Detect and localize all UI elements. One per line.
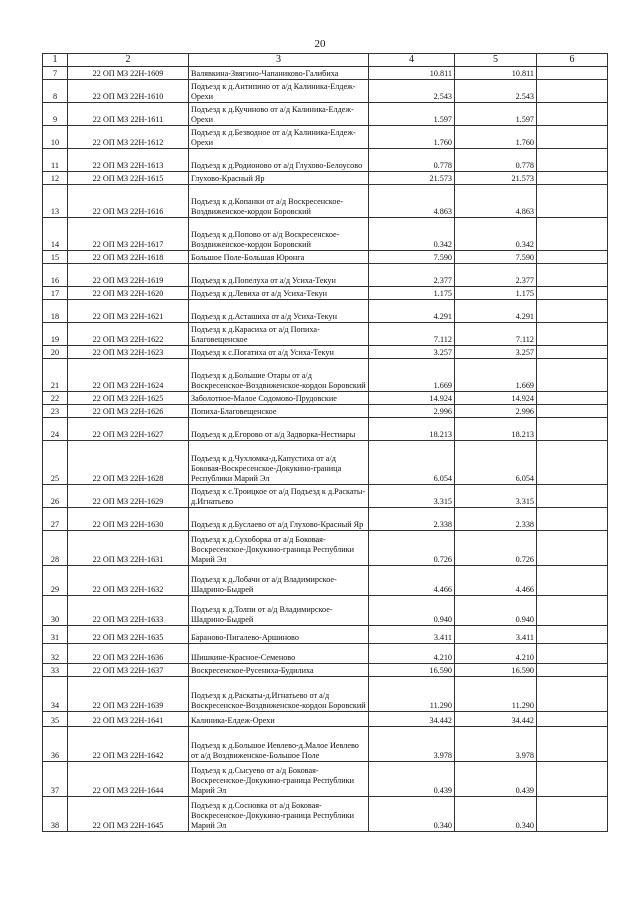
table-row — [43, 566, 608, 596]
notes-cell — [537, 218, 608, 251]
table-row — [43, 626, 608, 644]
table-row — [43, 359, 608, 392]
road-length-total: 3.978 — [455, 727, 537, 762]
road-name: Подъезд к д.Сухоборка от а/д Боковая-Воскресенское-Докукино-граница Республики Марий Эл — [189, 531, 369, 566]
road-name: Попиха-Благовещенское — [189, 405, 369, 418]
road-code: 22 ОП МЗ 22Н-1627 — [68, 418, 189, 441]
road-length: 4.210 — [369, 644, 455, 664]
road-name: Подъезд к д.Буслаево от а/д Глухово-Красный Яр — [189, 508, 369, 531]
road-code: 22 ОП МЗ 22Н-1613 — [68, 149, 189, 172]
table-row — [43, 126, 608, 149]
road-name: Подъезд к с.Троицкое от а/д Подъезд к д.Раскаты-д.Игнатьево — [189, 485, 369, 508]
road-code: 22 ОП МЗ 22Н-1639 — [68, 677, 189, 712]
notes-cell — [537, 762, 608, 797]
row-number: 22 — [43, 392, 68, 405]
road-length-total: 16.590 — [455, 664, 537, 677]
road-name: Подъезд к д.Раскаты-д.Игнатьево от а/д Воскресенское-Воздвиженское-кордон Боровский — [189, 677, 369, 712]
table-row — [43, 677, 608, 712]
road-length: 1.175 — [369, 287, 455, 300]
road-length: 7.112 — [369, 323, 455, 346]
road-name: Подъезд к д.Толпи от а/д Владимирское-Шадрино-Быдрей — [189, 596, 369, 626]
road-name: Подъезд к д.Попелуха от а/д Усиха-Текун — [189, 264, 369, 287]
road-name: Валявкина-Звягино-Чапаниково-Галибиха — [189, 67, 369, 80]
row-number: 18 — [43, 300, 68, 323]
road-length-total: 6.054 — [455, 441, 537, 485]
road-length: 2.543 — [369, 80, 455, 103]
road-code: 22 ОП МЗ 22Н-1611 — [68, 103, 189, 126]
road-code: 22 ОП МЗ 22Н-1610 — [68, 80, 189, 103]
road-length-total: 1.597 — [455, 103, 537, 126]
table-row — [43, 80, 608, 103]
road-length: 10.811 — [369, 67, 455, 80]
row-number: 23 — [43, 405, 68, 418]
notes-cell — [537, 103, 608, 126]
road-name: Подъезд к д.Копанки от а/д Воскресенское-Воздвиженское-кордон Боровский — [189, 185, 369, 218]
row-number: 37 — [43, 762, 68, 797]
table-row — [43, 392, 608, 405]
table-row — [43, 67, 608, 80]
road-code: 22 ОП МЗ 22Н-1624 — [68, 359, 189, 392]
road-length-total: 0.778 — [455, 149, 537, 172]
road-length-total: 10.811 — [455, 67, 537, 80]
notes-cell — [537, 531, 608, 566]
table-row — [43, 300, 608, 323]
notes-cell — [537, 418, 608, 441]
row-number: 25 — [43, 441, 68, 485]
road-name: Заболотное-Малое Содомово-Прудовские — [189, 392, 369, 405]
road-name: Подъезд к д.Лобачи от а/д Владимирское-Шадрино-Быдрей — [189, 566, 369, 596]
row-number: 11 — [43, 149, 68, 172]
road-length: 34.442 — [369, 712, 455, 727]
road-name: Подъезд к д.Егорово от а/д Задворка-Нестиары — [189, 418, 369, 441]
table-row — [43, 346, 608, 359]
table-row — [43, 727, 608, 762]
table-row — [43, 644, 608, 664]
roads-table — [42, 53, 608, 832]
notes-cell — [537, 626, 608, 644]
table-row — [43, 596, 608, 626]
road-length-total: 2.377 — [455, 264, 537, 287]
notes-cell — [537, 264, 608, 287]
road-length-total: 2.338 — [455, 508, 537, 531]
road-code: 22 ОП МЗ 22Н-1644 — [68, 762, 189, 797]
header-cell: 2 — [68, 54, 189, 67]
table-row — [43, 664, 608, 677]
table-row — [43, 762, 608, 797]
road-length: 1.597 — [369, 103, 455, 126]
road-name: Подъезд к д.Чухломка-д.Капустиха от а/д Боковая-Воскресенское-Докукино-граница Республики Марий Эл — [189, 441, 369, 485]
road-length-total: 4.466 — [455, 566, 537, 596]
notes-cell — [537, 566, 608, 596]
table-row — [43, 323, 608, 346]
row-number: 30 — [43, 596, 68, 626]
road-length-total: 3.315 — [455, 485, 537, 508]
road-code: 22 ОП МЗ 22Н-1632 — [68, 566, 189, 596]
road-code: 22 ОП МЗ 22Н-1615 — [68, 172, 189, 185]
table-row — [43, 287, 608, 300]
road-name: Подъезд к д.Асташиха от а/д Усиха-Текун — [189, 300, 369, 323]
road-code: 22 ОП МЗ 22Н-1636 — [68, 644, 189, 664]
row-number: 34 — [43, 677, 68, 712]
road-length: 1.760 — [369, 126, 455, 149]
row-number: 33 — [43, 664, 68, 677]
notes-cell — [537, 67, 608, 80]
road-code: 22 ОП МЗ 22Н-1633 — [68, 596, 189, 626]
notes-cell — [537, 346, 608, 359]
road-code: 22 ОП МЗ 22Н-1635 — [68, 626, 189, 644]
road-length: 4.863 — [369, 185, 455, 218]
notes-cell — [537, 287, 608, 300]
road-length-total: 0.940 — [455, 596, 537, 626]
road-name: Подъезд к д.Антипино от а/д Калиника-Елдеж-Орехи — [189, 80, 369, 103]
notes-cell — [537, 508, 608, 531]
road-length: 2.996 — [369, 405, 455, 418]
table-row — [43, 218, 608, 251]
row-number: 29 — [43, 566, 68, 596]
road-length: 4.466 — [369, 566, 455, 596]
header-row — [43, 54, 608, 67]
notes-cell — [537, 251, 608, 264]
road-name: Подъезд к д.Кучиново от а/д Калиника-Елдеж-Орехи — [189, 103, 369, 126]
road-length-total: 21.573 — [455, 172, 537, 185]
row-number: 26 — [43, 485, 68, 508]
notes-cell — [537, 126, 608, 149]
table-body — [43, 67, 608, 832]
road-name: Подъезд к д.Карасиха от а/д Попиха-Благовещенское — [189, 323, 369, 346]
page-number: 20 — [314, 38, 326, 50]
road-length: 21.573 — [369, 172, 455, 185]
road-length-total: 18.213 — [455, 418, 537, 441]
road-code: 22 ОП МЗ 22Н-1616 — [68, 185, 189, 218]
row-number: 38 — [43, 797, 68, 832]
road-length-total: 4.210 — [455, 644, 537, 664]
road-name: Подъезд к д.Большое Иевлево-д.Малое Иевлево от а/д Воздвиженское-Большое Поле — [189, 727, 369, 762]
road-length: 16.590 — [369, 664, 455, 677]
road-code: 22 ОП МЗ 22Н-1618 — [68, 251, 189, 264]
notes-cell — [537, 712, 608, 727]
road-name: Бараново-Пигалево-Аршиново — [189, 626, 369, 644]
road-code: 22 ОП МЗ 22Н-1622 — [68, 323, 189, 346]
road-length: 7.590 — [369, 251, 455, 264]
table-row — [43, 264, 608, 287]
road-code: 22 ОП МЗ 22Н-1609 — [68, 67, 189, 80]
notes-cell — [537, 441, 608, 485]
road-length: 4.291 — [369, 300, 455, 323]
header-cell: 1 — [43, 54, 68, 67]
road-length-total: 3.411 — [455, 626, 537, 644]
road-code: 22 ОП МЗ 22Н-1619 — [68, 264, 189, 287]
row-number: 32 — [43, 644, 68, 664]
road-length: 3.315 — [369, 485, 455, 508]
row-number: 7 — [43, 67, 68, 80]
notes-cell — [537, 80, 608, 103]
road-length: 0.439 — [369, 762, 455, 797]
notes-cell — [537, 185, 608, 218]
road-length-total: 1.175 — [455, 287, 537, 300]
table-row — [43, 485, 608, 508]
road-length: 0.778 — [369, 149, 455, 172]
road-length: 0.726 — [369, 531, 455, 566]
notes-cell — [537, 485, 608, 508]
road-name: Глухово-Красный Яр — [189, 172, 369, 185]
road-code: 22 ОП МЗ 22Н-1645 — [68, 797, 189, 832]
row-number: 31 — [43, 626, 68, 644]
table-row — [43, 251, 608, 264]
road-length: 0.340 — [369, 797, 455, 832]
road-name: Подъезд к д.Большие Отары от а/д Воскресенское-Воздвиженское-кордон Боровский — [189, 359, 369, 392]
table-row — [43, 185, 608, 218]
table-row — [43, 712, 608, 727]
row-number: 21 — [43, 359, 68, 392]
road-name: Подъезд к д.Родионово от а/д Глухово-Белоусово — [189, 149, 369, 172]
road-length: 3.257 — [369, 346, 455, 359]
row-number: 28 — [43, 531, 68, 566]
notes-cell — [537, 172, 608, 185]
road-length: 3.411 — [369, 626, 455, 644]
road-code: 22 ОП МЗ 22Н-1612 — [68, 126, 189, 149]
road-length-total: 0.726 — [455, 531, 537, 566]
table-row — [43, 441, 608, 485]
notes-cell — [537, 323, 608, 346]
road-length-total: 0.439 — [455, 762, 537, 797]
road-code: 22 ОП МЗ 22Н-1629 — [68, 485, 189, 508]
road-code: 22 ОП МЗ 22Н-1642 — [68, 727, 189, 762]
row-number: 12 — [43, 172, 68, 185]
notes-cell — [537, 664, 608, 677]
road-code: 22 ОП МЗ 22Н-1620 — [68, 287, 189, 300]
notes-cell — [537, 392, 608, 405]
notes-cell — [537, 727, 608, 762]
road-length: 2.338 — [369, 508, 455, 531]
header-cell: 6 — [537, 54, 608, 67]
notes-cell — [537, 644, 608, 664]
notes-cell — [537, 300, 608, 323]
road-code: 22 ОП МЗ 22Н-1628 — [68, 441, 189, 485]
table-row — [43, 797, 608, 832]
road-length-total: 0.340 — [455, 797, 537, 832]
road-length: 0.940 — [369, 596, 455, 626]
road-name: Калиника-Елдеж-Орехи — [189, 712, 369, 727]
road-length-total: 7.112 — [455, 323, 537, 346]
road-length-total: 1.669 — [455, 359, 537, 392]
row-number: 9 — [43, 103, 68, 126]
row-number: 8 — [43, 80, 68, 103]
road-name: Подъезд к д.Сысуево от а/д Боковая-Воскресенское-Докукино-граница Республики Марий Эл — [189, 762, 369, 797]
header-cell: 3 — [189, 54, 369, 67]
road-length: 3.978 — [369, 727, 455, 762]
row-number: 35 — [43, 712, 68, 727]
road-name: Подъезд к с.Погатиха от а/д Усиха-Текун — [189, 346, 369, 359]
notes-cell — [537, 677, 608, 712]
notes-cell — [537, 149, 608, 172]
table-row — [43, 531, 608, 566]
road-length-total: 7.590 — [455, 251, 537, 264]
road-length-total: 2.996 — [455, 405, 537, 418]
road-length-total: 1.760 — [455, 126, 537, 149]
road-length: 18.213 — [369, 418, 455, 441]
row-number: 10 — [43, 126, 68, 149]
road-code: 22 ОП МЗ 22Н-1625 — [68, 392, 189, 405]
road-code: 22 ОП МЗ 22Н-1623 — [68, 346, 189, 359]
road-code: 22 ОП МЗ 22Н-1637 — [68, 664, 189, 677]
row-number: 24 — [43, 418, 68, 441]
road-code: 22 ОП МЗ 22Н-1626 — [68, 405, 189, 418]
table-row — [43, 418, 608, 441]
row-number: 13 — [43, 185, 68, 218]
road-length-total: 4.291 — [455, 300, 537, 323]
road-name: Подъезд к д.Безводное от а/д Калиника-Елдеж-Орехи — [189, 126, 369, 149]
table-row — [43, 172, 608, 185]
table-row — [43, 103, 608, 126]
road-length: 14.924 — [369, 392, 455, 405]
road-length: 0.342 — [369, 218, 455, 251]
road-length-total: 11.290 — [455, 677, 537, 712]
road-length-total: 4.863 — [455, 185, 537, 218]
road-length: 2.377 — [369, 264, 455, 287]
row-number: 14 — [43, 218, 68, 251]
row-number: 36 — [43, 727, 68, 762]
header-cell: 4 — [369, 54, 455, 67]
table-row — [43, 149, 608, 172]
road-length-total: 2.543 — [455, 80, 537, 103]
table-row — [43, 405, 608, 418]
road-code: 22 ОП МЗ 22Н-1621 — [68, 300, 189, 323]
row-number: 17 — [43, 287, 68, 300]
road-code: 22 ОП МЗ 22Н-1641 — [68, 712, 189, 727]
notes-cell — [537, 596, 608, 626]
road-code: 22 ОП МЗ 22Н-1617 — [68, 218, 189, 251]
road-name: Подъезд к д.Сосновка от а/д Боковая-Воскресенское-Докукино-граница Республики Марий Эл — [189, 797, 369, 832]
road-name: Большое Поле-Большая Юронга — [189, 251, 369, 264]
road-length-total: 14.924 — [455, 392, 537, 405]
road-length-total: 3.257 — [455, 346, 537, 359]
row-number: 27 — [43, 508, 68, 531]
notes-cell — [537, 359, 608, 392]
row-number: 19 — [43, 323, 68, 346]
road-length-total: 0.342 — [455, 218, 537, 251]
header-cell: 5 — [455, 54, 537, 67]
road-code: 22 ОП МЗ 22Н-1631 — [68, 531, 189, 566]
row-number: 15 — [43, 251, 68, 264]
road-name: Воскресенское-Русениха-Будилиха — [189, 664, 369, 677]
row-number: 20 — [43, 346, 68, 359]
road-length: 11.290 — [369, 677, 455, 712]
road-name: Подъезд к д.Левиха от а/д Усиха-Текун — [189, 287, 369, 300]
notes-cell — [537, 405, 608, 418]
table-row — [43, 508, 608, 531]
road-name: Подъезд к д.Попово от а/д Воскресенское-Воздвиженское-кордон Боровский — [189, 218, 369, 251]
notes-cell — [537, 797, 608, 832]
road-name: Шишкине-Красное-Семеново — [189, 644, 369, 664]
road-length: 1.669 — [369, 359, 455, 392]
road-length-total: 34.442 — [455, 712, 537, 727]
road-code: 22 ОП МЗ 22Н-1630 — [68, 508, 189, 531]
row-number: 16 — [43, 264, 68, 287]
road-length: 6.054 — [369, 441, 455, 485]
